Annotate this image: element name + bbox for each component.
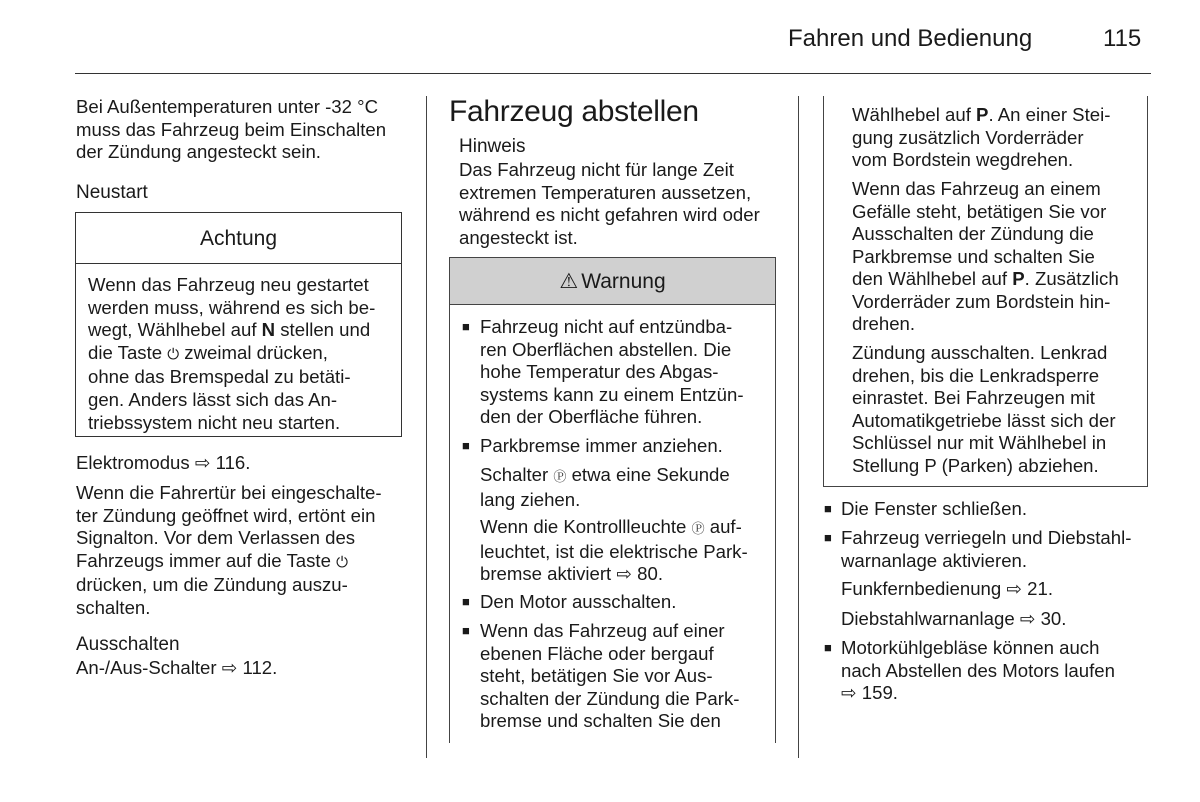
- intro-paragraph: Bei Außentemperaturen unter -32 °C muss das Fahrzeug beim Einschalten der Zündung angesteckt sein.: [76, 96, 387, 162]
- gear-n-label: N: [261, 319, 276, 341]
- achtung-box: [75, 212, 402, 437]
- bullet-icon: ■: [462, 594, 470, 609]
- list-item: Die Fenster schließen.: [841, 498, 1028, 519]
- bullet-icon: ■: [462, 623, 470, 638]
- warnung-header: ⚠ Warnung: [449, 257, 776, 305]
- achtung-title: Achtung: [76, 213, 401, 264]
- elektromodus-reference: Elektromodus ⇨ 116.: [76, 452, 251, 473]
- list-item: Parkbremse immer anziehen.: [480, 435, 723, 456]
- list-item: Motorkühlgebläse können auch nach Abstellen des Motors laufen ⇨ 159.: [841, 637, 1115, 703]
- bullet-icon: ■: [462, 438, 470, 453]
- bullet-icon: ■: [824, 640, 832, 655]
- achtung-text: Wenn das Fahrzeug neu gestartet werden muss, während es sich be- wegt, Wählhebel auf N stellen und die Taste ⏻ zweimal drücken, ohne das Bremspedal zu betäti- gen. Anders lässt sich das An- triebssystem nicht neu starten.: [88, 274, 376, 433]
- ausschalten-heading: Ausschalten: [76, 634, 180, 655]
- bullet-icon: ■: [824, 530, 832, 545]
- power-button-icon: ⏻: [167, 345, 180, 363]
- list-item-subtext: Wenn die Kontrollleuchte Ⓟ auf- leuchtet, ist die elektrische Park- bremse aktiviert ⇨ 80.: [480, 516, 748, 584]
- gear-p-label: P: [1012, 268, 1025, 289]
- funk-reference: Funkfernbedienung ⇨ 21.: [841, 578, 1054, 599]
- bullet-icon: ■: [462, 319, 470, 334]
- list-item: Den Motor ausschalten.: [480, 591, 677, 612]
- power-button-icon: ⏻: [336, 553, 348, 571]
- page-reference-arrow-icon: ⇨: [1019, 608, 1036, 629]
- list-item: Wenn das Fahrzeug auf einer ebenen Fläche oder bergauf steht, betätigen Sie vor Aus- schalten der Zündung die Park- bremse und schalten Sie den: [480, 620, 740, 731]
- page-number: 115: [1103, 25, 1142, 52]
- list-item: Fahrzeug verriegeln und Diebstahl- warnanlage aktivieren.: [841, 527, 1132, 571]
- list-item: Fahrzeug nicht auf entzündba- ren Oberflächen abstellen. Die hohe Temperatur des Abgas- systems kann zu einem Entzün- den der Oberfläche führen.: [480, 316, 744, 427]
- page-reference-arrow-icon: ⇨: [616, 563, 632, 584]
- header-rule: [75, 73, 1151, 74]
- section-heading: Fahrzeug abstellen: [449, 95, 699, 128]
- page-reference-arrow-icon: ⇨: [841, 682, 857, 703]
- neustart-heading: Neustart: [76, 182, 148, 203]
- anaus-reference: An-/Aus-Schalter ⇨ 112.: [76, 657, 278, 678]
- warnung-continued-text: Zündung ausschalten. Lenkrad drehen, bis die Lenkradsperre einrastet. Bei Fahrzeugen mit Automatikgetriebe lässt sich der Schlüssel nur mit Wählhebel in Stellung P (Parken) abziehen.: [852, 342, 1116, 476]
- warnung-continued-text: Wenn das Fahrzeug an einem Gefälle steht, betätigen Sie vor Ausschalten der Zündung die Parkbremse und schalten Sie den Wählhebel auf P. Zusätzlich Vorderräder zum Bordstein hin- drehen.: [852, 178, 1119, 334]
- parking-brake-indicator-icon: Ⓟ: [691, 521, 705, 536]
- hinweis-text: Das Fahrzeug nicht für lange Zeit extremen Temperaturen aussetzen, während es nicht gefahren wird oder angesteckt ist.: [459, 159, 760, 248]
- hinweis-heading: Hinweis: [459, 136, 526, 157]
- column-divider-1: [426, 96, 427, 758]
- warning-triangle-icon: ⚠: [559, 270, 579, 293]
- parking-brake-switch-icon: Ⓟ: [553, 469, 567, 484]
- page-reference-arrow-icon: ⇨: [1006, 578, 1022, 599]
- page-reference-arrow-icon: ⇨: [221, 657, 238, 678]
- bullet-icon: ■: [824, 501, 832, 516]
- page-header-title: Fahren und Bedienung: [788, 25, 1033, 52]
- warnung-continued-text: Wählhebel auf P. An einer Stei- gung zusätzlich Vorderräder vom Bordstein wegdrehen.: [852, 104, 1111, 170]
- fahrertuer-paragraph: Wenn die Fahrertür bei eingeschalte- ter Zündung geöffnet wird, ertönt ein Signalton. Vor dem Verlassen des Fahrzeugs immer auf die Taste ⏻ drücken, um die Zündung auszu- schalten.: [76, 482, 382, 618]
- gear-p-label: P: [976, 104, 989, 125]
- list-item-subtext: Schalter Ⓟ etwa eine Sekunde lang ziehen.: [480, 464, 730, 510]
- column-divider-2: [798, 96, 799, 758]
- page-reference-arrow-icon: ⇨: [194, 452, 211, 473]
- dieb-reference: Diebstahlwarnanlage ⇨ 30.: [841, 608, 1067, 629]
